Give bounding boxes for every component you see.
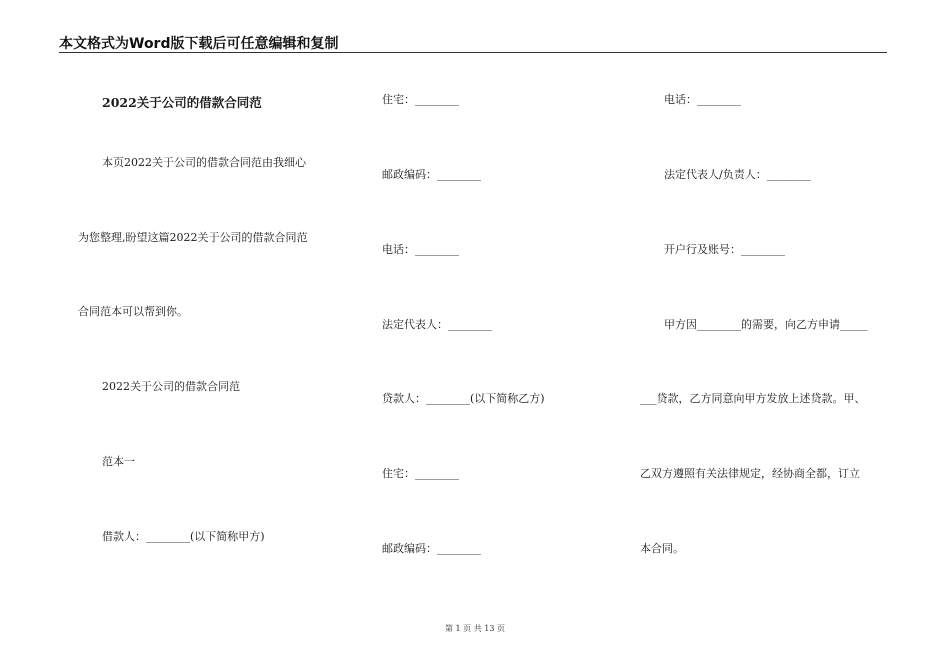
borrower-field: 借款人：________(以下简称甲方) [102,530,265,543]
document-title: 2022关于公司的借款合同范 [102,95,262,110]
header-divider [59,52,887,53]
loan-clause-line-4: 本合同。 [640,542,684,555]
lender-legal-rep-field: 法定代表人/负责人：________ [664,168,811,181]
loan-clause-line-2: ___贷款，乙方同意向甲方发放上述贷款。甲、 [640,392,866,405]
borrower-legal-rep-field: 法定代表人：________ [382,318,492,331]
intro-paragraph-line-2: 为您整理,盼望这篇2022关于公司的借款合同范 [78,231,308,244]
loan-clause-line-1: 甲方因________的需要，向乙方申请_____ [664,318,868,331]
lender-field: 贷款人：________(以下简称乙方) [382,392,545,405]
loan-clause-line-3: 乙双方遵照有关法律规定，经协商全都，订立 [640,467,860,480]
lender-address-field: 住宅：________ [382,467,459,480]
intro-paragraph-line-3: 合同范本可以帮到你。 [78,305,188,318]
lender-postcode-field: 邮政编码：________ [382,542,481,555]
lender-phone-field: 电话：________ [664,93,741,106]
borrower-phone-field: 电话：________ [382,243,459,256]
template-label: 范本一 [102,455,135,468]
borrower-address-field: 住宅：________ [382,93,459,106]
page-number: 第 1 页 共 13 页 [445,624,505,633]
section-heading: 2022关于公司的借款合同范 [102,380,240,393]
borrower-postcode-field: 邮政编码：________ [382,168,481,181]
intro-paragraph-line-1: 本页2022关于公司的借款合同范由我细心 [102,156,306,169]
lender-bank-account-field: 开户行及账号：________ [664,243,785,256]
header-title: 本文格式为Word版下载后可任意编辑和复制 [59,36,339,52]
